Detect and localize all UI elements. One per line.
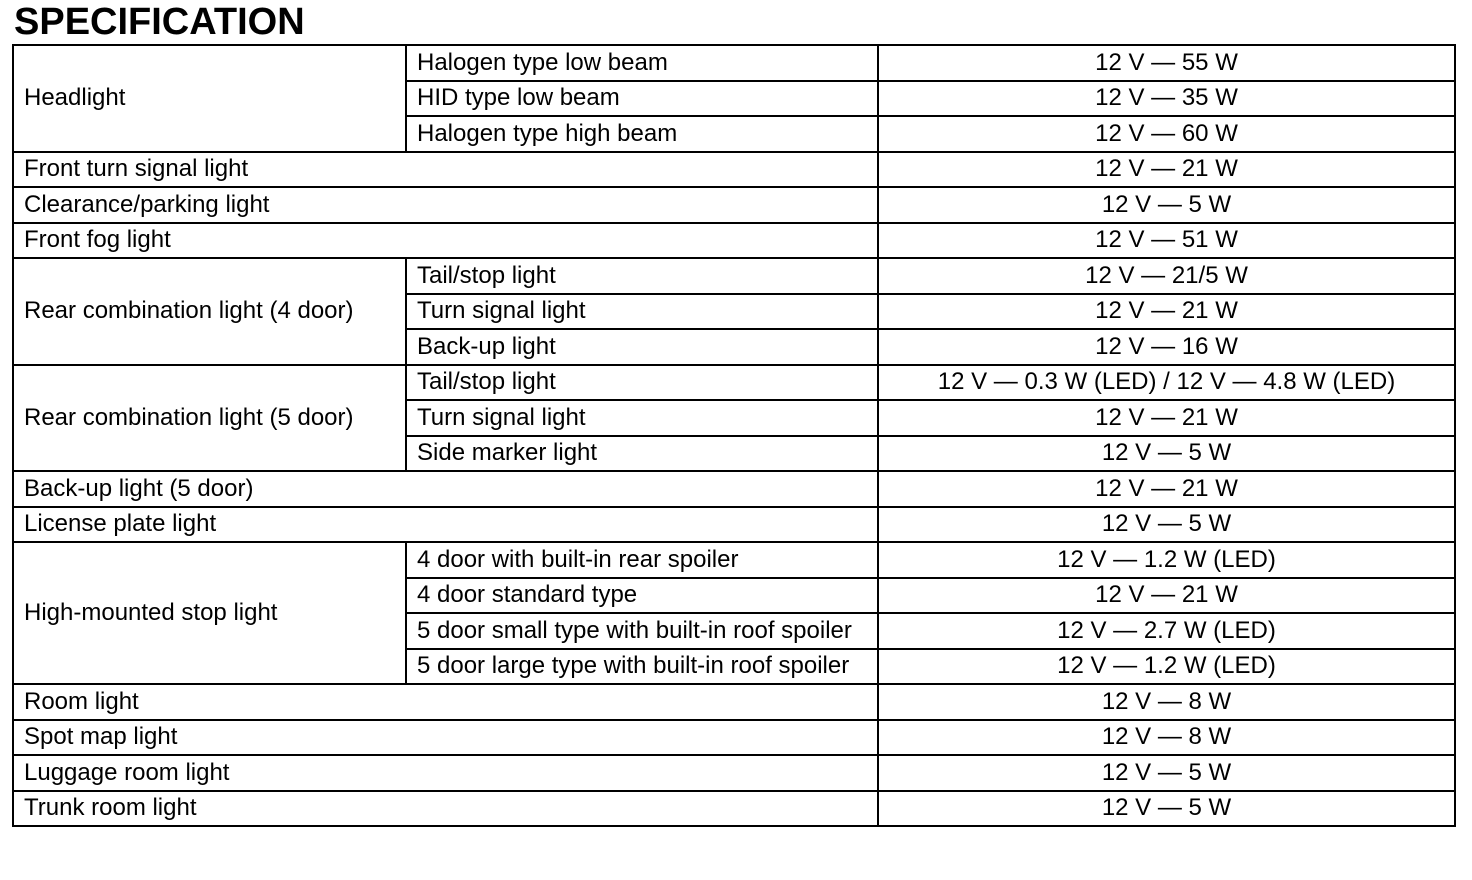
row-item-label: Back-up light — [406, 329, 878, 365]
table-row — [13, 720, 1455, 756]
row-label: Trunk room light — [13, 791, 878, 827]
row-item-label: HID type low beam — [406, 81, 878, 117]
row-value: 12 V — 21 W — [878, 471, 1455, 507]
row-value: 12 V — 21 W — [878, 578, 1455, 614]
row-item-label: Side marker light — [406, 436, 878, 472]
row-group-label: Rear combination light (4 door) — [13, 258, 406, 365]
row-item-label: Tail/stop light — [406, 258, 878, 294]
row-value: 12 V — 1.2 W (LED) — [878, 649, 1455, 685]
table-row — [13, 365, 1455, 401]
row-label: Room light — [13, 684, 878, 720]
row-item-label: Halogen type low beam — [406, 45, 878, 81]
row-item-label: Turn signal light — [406, 294, 878, 330]
row-value: 12 V — 5 W — [878, 755, 1455, 791]
row-value: 12 V — 35 W — [878, 81, 1455, 117]
table-row — [13, 258, 1455, 294]
row-value: 12 V — 60 W — [878, 116, 1455, 152]
row-value: 12 V — 21 W — [878, 152, 1455, 188]
row-item-label: Turn signal light — [406, 400, 878, 436]
row-label: Spot map light — [13, 720, 878, 756]
row-value: 12 V — 8 W — [878, 720, 1455, 756]
table-row — [13, 791, 1455, 827]
row-value: 12 V — 21/5 W — [878, 258, 1455, 294]
row-group-label: Rear combination light (5 door) — [13, 365, 406, 472]
row-value: 12 V — 21 W — [878, 294, 1455, 330]
row-value: 12 V — 5 W — [878, 791, 1455, 827]
table-row — [13, 471, 1455, 507]
row-value: 12 V — 21 W — [878, 400, 1455, 436]
row-value: 12 V — 16 W — [878, 329, 1455, 365]
row-item-label: 4 door with built-in rear spoiler — [406, 542, 878, 578]
table-row — [13, 223, 1455, 259]
row-item-label: 5 door small type with built-in roof spoiler — [406, 613, 878, 649]
row-value: 12 V — 5 W — [878, 187, 1455, 223]
row-group-label: Headlight — [13, 45, 406, 152]
row-value: 12 V — 8 W — [878, 684, 1455, 720]
table-row — [13, 45, 1455, 81]
row-value: 12 V — 0.3 W (LED) / 12 V — 4.8 W (LED) — [878, 365, 1455, 401]
row-item-label: 5 door large type with built-in roof spoiler — [406, 649, 878, 685]
table-row — [13, 187, 1455, 223]
row-item-label: Tail/stop light — [406, 365, 878, 401]
row-value: 12 V — 51 W — [878, 223, 1455, 259]
page-title: SPECIFICATION — [14, 1, 305, 43]
row-label: License plate light — [13, 507, 878, 543]
row-value: 12 V — 2.7 W (LED) — [878, 613, 1455, 649]
table-row — [13, 152, 1455, 188]
row-label: Luggage room light — [13, 755, 878, 791]
row-value: 12 V — 1.2 W (LED) — [878, 542, 1455, 578]
table-row — [13, 507, 1455, 543]
table-row — [13, 684, 1455, 720]
row-label: Front turn signal light — [13, 152, 878, 188]
row-value: 12 V — 5 W — [878, 436, 1455, 472]
row-label: Front fog light — [13, 223, 878, 259]
row-item-label: Halogen type high beam — [406, 116, 878, 152]
table-row — [13, 542, 1455, 578]
table-row — [13, 755, 1455, 791]
row-label: Clearance/parking light — [13, 187, 878, 223]
row-value: 12 V — 5 W — [878, 507, 1455, 543]
row-group-label: High-mounted stop light — [13, 542, 406, 684]
row-label: Back-up light (5 door) — [13, 471, 878, 507]
row-item-label: 4 door standard type — [406, 578, 878, 614]
specification-table — [12, 44, 1456, 827]
row-value: 12 V — 55 W — [878, 45, 1455, 81]
